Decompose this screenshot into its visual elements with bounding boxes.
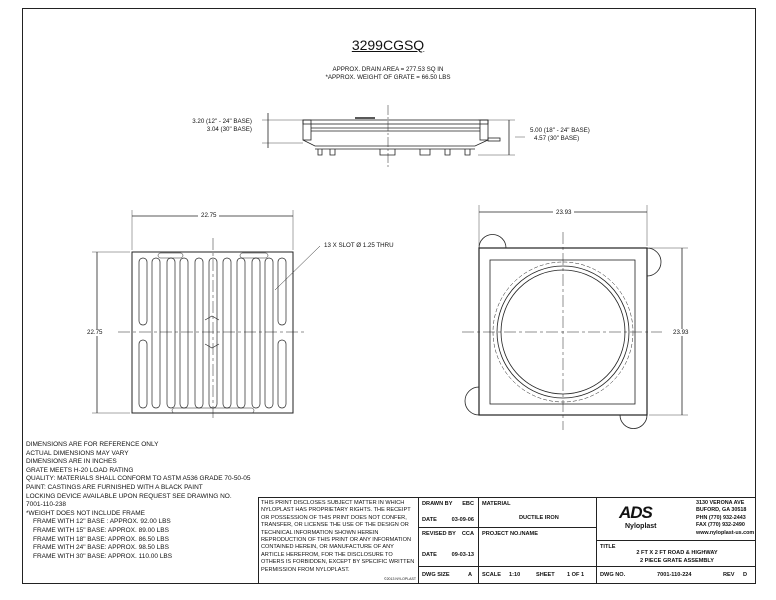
date-label: DATE (422, 552, 437, 558)
disclaimer-box (258, 497, 419, 584)
nyloplast-logo: Nyloplast (625, 523, 657, 530)
material-box (478, 497, 597, 528)
drawn-by: EBC (462, 501, 474, 507)
scale-label: SCALE (482, 572, 501, 578)
grate-weight-text: *APPROX. WEIGHT OF GRATE = 66.50 LBS (325, 74, 451, 81)
side-section-view (262, 105, 525, 168)
grate-slot (195, 258, 203, 408)
material-label: MATERIAL (482, 501, 511, 507)
scale: 1:10 (509, 572, 521, 578)
side-left-dim-2: 3.04 (30" BASE) (206, 126, 252, 133)
grate-slot (180, 258, 188, 408)
frame-weight: FRAME WITH 30" BASE: APPROX. 110.00 LBS (33, 552, 173, 560)
grate-slot (223, 258, 231, 408)
revised-box (418, 527, 479, 567)
frame-weight: FRAME WITH 24" BASE: APPROX. 98.50 LBS (33, 544, 169, 552)
rev: D (743, 572, 748, 578)
grate-slot (237, 258, 245, 408)
grate-slot (152, 258, 160, 408)
general-notes (26, 441, 250, 561)
material: DUCTILE IRON (519, 515, 559, 521)
revised-by-label: REVISED BY (422, 531, 456, 537)
note: DIMENSIONS ARE IN INCHES (26, 458, 117, 466)
grate-slot (139, 340, 147, 408)
frame-weight: FRAME WITH 12" BASE : APPROX. 92.00 LBS (33, 518, 171, 526)
grate-slot (278, 258, 286, 325)
ads-logo: ADS (619, 503, 652, 522)
address (696, 500, 754, 537)
scale-box (478, 566, 597, 584)
address-line: BUFORD, GA 30518 (696, 507, 747, 514)
dwg-size-box (418, 566, 479, 584)
address-line: www.nyloplast-us.com (696, 529, 755, 536)
rev-label: REV (723, 572, 735, 578)
project-label: PROJECT NO./NAME (482, 531, 538, 537)
sheet: 1 OF 1 (567, 572, 585, 578)
frame-width-dim: 23.93 (553, 209, 574, 216)
drawn-by-label: DRAWN BY (422, 501, 453, 507)
side-right-dim-1: 5.00 (18" - 24" BASE) (530, 127, 590, 134)
dwg-no-box (596, 566, 756, 584)
dwg-size: A (467, 572, 472, 578)
grate-width-dim: 22.75 (198, 212, 219, 219)
title-box (596, 540, 756, 567)
slot-callout: 13 X SLOT Ø 1.25 THRU (324, 242, 394, 249)
grate-slot (139, 258, 147, 325)
grate-slot (265, 258, 273, 408)
grate-plan-view (92, 210, 320, 420)
title-label: TITLE (600, 544, 616, 550)
address-line: FAX (770) 932-2490 (696, 522, 745, 529)
drain-area-text: APPROX. DRAIN AREA = 277.53 SQ IN (332, 66, 444, 73)
title-line-2: 2 PIECE GRATE ASSEMBLY (639, 558, 715, 564)
note: PAINT: CASTINGS ARE FURNISHED WITH A BLACK PAINT (26, 483, 203, 491)
note: GRATE MEETS H-20 LOAD RATING (26, 466, 134, 474)
frame-weight: FRAME WITH 18" BASE: APPROX. 86.50 LBS (33, 535, 169, 543)
company-box (596, 497, 756, 541)
title-line-1: 2 FT X 2 FT ROAD & HIGHWAY (636, 550, 718, 556)
grate-slot (167, 258, 175, 408)
note: QUALITY: MATERIALS SHALL CONFORM TO ASTM A536 GRADE 70-50-05 (26, 475, 251, 483)
grate-height-dim: 22.75 (87, 329, 103, 336)
drawn-box (418, 497, 479, 528)
grate-slot (278, 340, 286, 408)
side-left-dim-1: 3.20 (12" - 24" BASE) (192, 118, 252, 125)
dwg-no-label: DWG NO. (600, 572, 626, 578)
frame-weight: FRAME WITH 15" BASE: APPROX. 89.00 LBS (33, 526, 169, 534)
copyright: ©2013 NYLOPLAST (384, 577, 416, 581)
revised-date: 09-03-13 (451, 552, 474, 558)
revised-by: CCA (461, 531, 474, 537)
note: DIMENSIONS ARE FOR REFERENCE ONLY (26, 441, 159, 448)
note: LOCKING DEVICE AVAILABLE UPON REQUEST SEE DRAWING NO. (26, 492, 232, 500)
date-label: DATE (422, 517, 437, 523)
part-number-title: 3299CGSQ (351, 37, 425, 53)
note: 7001-110-238 (26, 501, 66, 509)
frame-height-dim: 23.93 (673, 329, 689, 336)
drawn-date: 03-09-06 (451, 517, 474, 523)
side-right-dim-2: 4.57 (30" BASE) (534, 135, 580, 142)
sheet-label: SHEET (536, 572, 555, 578)
address-line: PHN (770) 932-2443 (696, 514, 746, 521)
frame-plan-view (462, 205, 688, 430)
project-box (478, 527, 597, 567)
note: *WEIGHT DOES NOT INCLUDE FRAME (26, 509, 145, 517)
grate-slot (252, 258, 260, 408)
disclaimer-text: THIS PRINT DISCLOSES SUBJECT MATTER IN WHICH NYLOPLAST HAS PROPRIETARY RIGHTS. THE RECEIPT OR POSSESSION OF THIS PRINT DOES NOT CONFER, TRANSFER, OR LICENSE THE USE OF THE DESIGN OR TECHNICAL INFORMATION SHOWN HEREIN REPRODUCTION OF THIS PRINT OR ANY INFORMATION CONTAINED HEREIN, OR MANUFACTURE OF ANY ARTICLE HEREFROM, FOR THE DISCLOSURE TO OTHERS IS FORBIDDEN, EXCEPT BY SPECIFIC WRITTEN PERMISSION FROM NYLOPLAST. (261, 500, 415, 573)
address-line: 3130 VERONA AVE (696, 500, 745, 506)
dwg-size-label: DWG SIZE (422, 572, 450, 578)
dwg-no: 7001-110-224 (657, 572, 692, 578)
note: ACTUAL DIMENSIONS MAY VARY (26, 449, 129, 457)
